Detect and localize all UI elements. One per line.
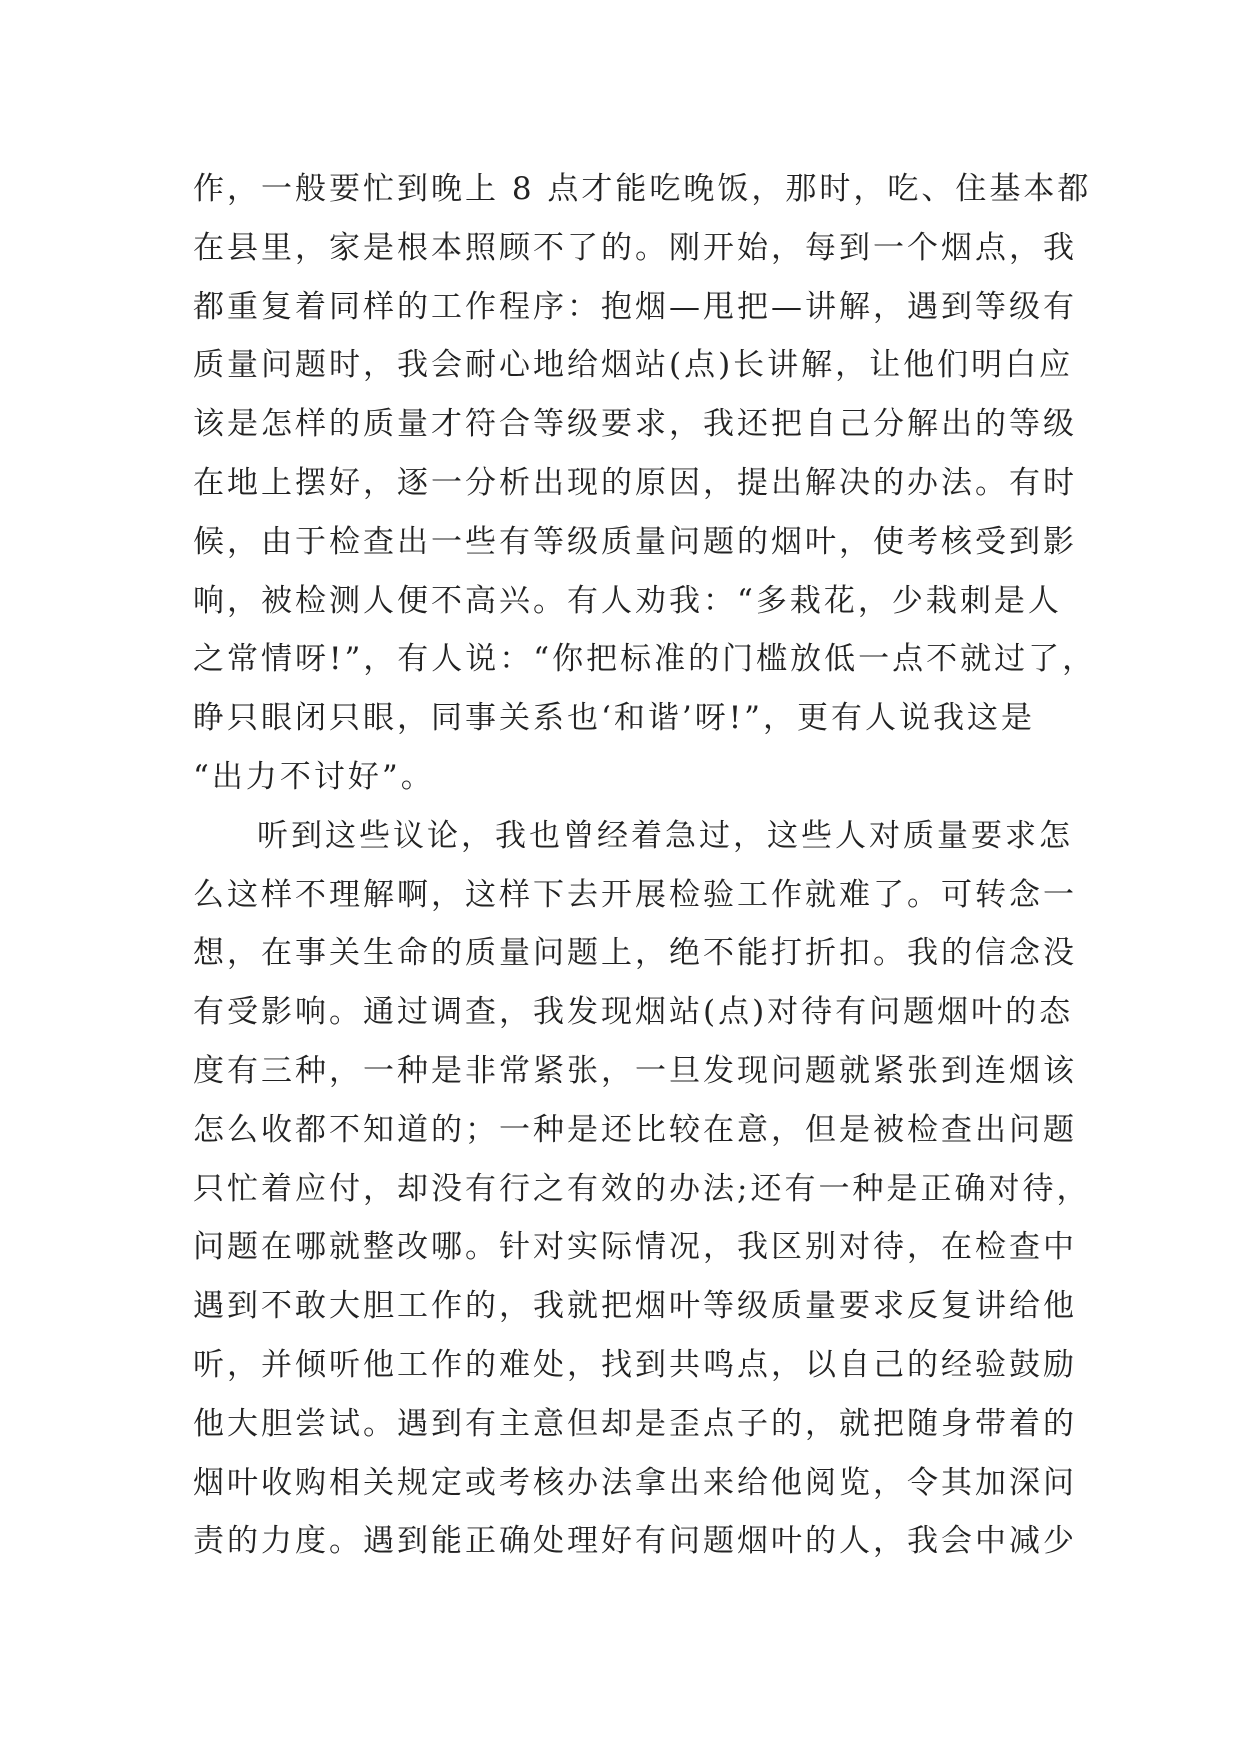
text-line: 在县里，家是根本照顾不了的。刚开始，每到一个烟点，我 — [193, 229, 1077, 266]
text-line: 问题在哪就整改哪。针对实际情况，我区别对待，在检查中 — [193, 1229, 1077, 1266]
text-line: 质量问题时，我会耐心地给烟站(点)长讲解，让他们明白应 — [193, 347, 1074, 384]
text-line: 在地上摆好，逐一分析出现的原因，提出解决的办法。有时 — [193, 464, 1077, 501]
text-line: 他大胆尝试。遇到有主意但却是歪点子的，就把随身带着的 — [193, 1405, 1077, 1442]
text-line: 遇到不敢大胆工作的，我就把烟叶等级质量要求反复讲给他 — [193, 1288, 1077, 1325]
text-line: 之常情呀!”，有人说：“你把标准的门槛放低一点不就过了， — [193, 641, 1097, 678]
text-line: 候，由于检查出一些有等级质量问题的烟叶，使考核受到影 — [193, 523, 1077, 560]
text-line: 度有三种，一种是非常紧张，一旦发现问题就紧张到连烟该 — [193, 1052, 1077, 1089]
text-line: 睁只眼闭只眼，同事关系也‘和谐’呀!”，更有人说我这是 — [193, 700, 1036, 737]
text-line: “出力不讨好”。 — [193, 758, 435, 795]
text-line: 责的力度。遇到能正确处理好有问题烟叶的人，我会中减少 — [193, 1523, 1077, 1560]
text-line: 听，并倾听他工作的难处，找到共鸣点，以自己的经验鼓励 — [193, 1346, 1077, 1383]
body-text — [193, 160, 1097, 1571]
text-line: 该是怎样的质量才符合等级要求，我还把自己分解出的等级 — [193, 406, 1077, 443]
text-line: 响，被检测人便不高兴。有人劝我：“多栽花，少栽刺是人 — [193, 582, 1062, 619]
text-line: 怎么收都不知道的；一种是还比较在意，但是被检查出问题 — [193, 1111, 1077, 1148]
text-line: 想，在事关生命的质量问题上，绝不能打折扣。我的信念没 — [193, 935, 1077, 972]
text-line: 作，一般要忙到晚上 8 点才能吃晚饭，那时，吃、住基本都 — [193, 171, 1092, 207]
text-line: 有受影响。通过调查，我发现烟站(点)对待有问题烟叶的态 — [193, 994, 1074, 1031]
text-line: 只忙着应付，却没有行之有效的办法;还有一种是正确对待， — [193, 1170, 1091, 1207]
paragraph-start-line: 听到这些议论，我也曾经着急过，这些人对质量要求怎 — [257, 817, 1073, 854]
text-line: 么这样不理解啊，这样下去开展检验工作就难了。可转念一 — [193, 876, 1077, 913]
text-line: 都重复着同样的工作程序：抱烟—甩把—讲解，遇到等级有 — [193, 288, 1077, 325]
text-line: 烟叶收购相关规定或考核办法拿出来给他阅览，令其加深问 — [193, 1464, 1077, 1501]
